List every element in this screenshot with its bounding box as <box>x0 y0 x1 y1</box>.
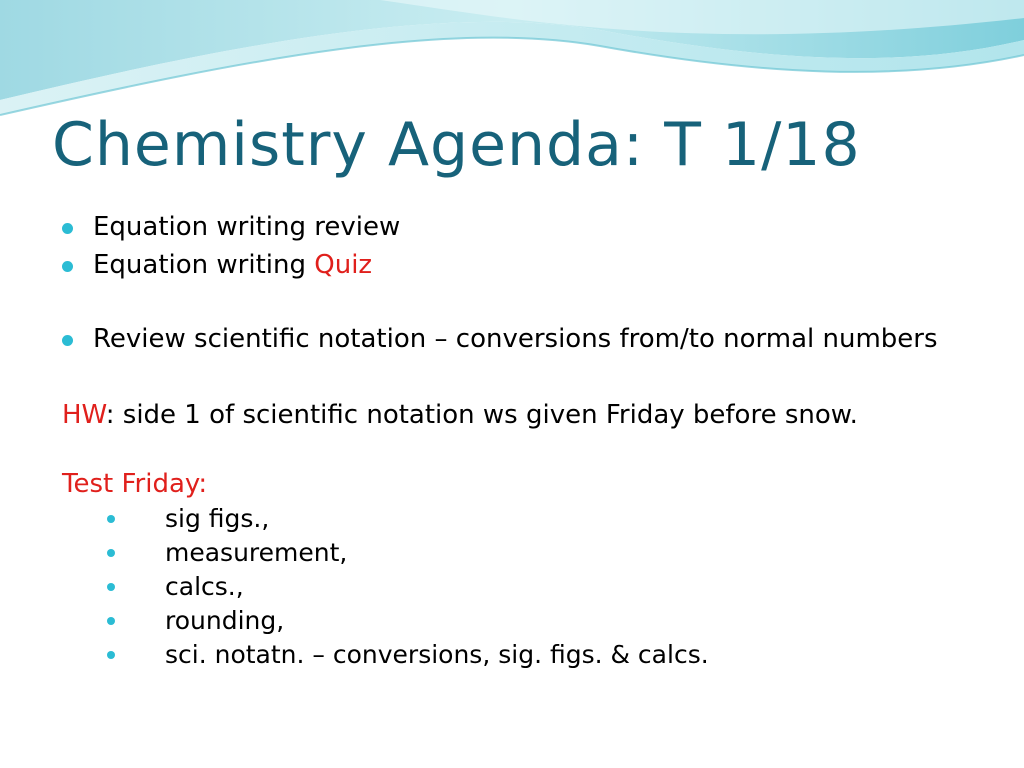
test-topic-text: sig figs., <box>165 504 270 533</box>
bullet-text: Equation writing review <box>93 212 401 242</box>
bullet-dot-icon <box>62 335 73 346</box>
test-topic-item <box>62 638 962 672</box>
bullet-text: Review scientific notation – conversions from/to normal numbers <box>93 324 938 354</box>
sub-bullet-dot-icon <box>107 515 115 523</box>
test-topic-item <box>62 536 962 570</box>
bullet-dot-icon <box>62 261 73 272</box>
bullet-item <box>62 212 962 243</box>
homework-label: HW <box>62 400 106 430</box>
bullet-highlight: Quiz <box>314 250 373 280</box>
sub-bullet-dot-icon <box>107 549 115 557</box>
test-heading: Test Friday: <box>62 469 208 499</box>
slide-title: Chemistry Agenda: T 1/18 <box>52 110 861 180</box>
test-topic-item <box>62 604 962 638</box>
sub-bullet-dot-icon <box>107 583 115 591</box>
test-topic-text: sci. notatn. – conversions, sig. figs. & calcs. <box>165 640 709 669</box>
test-topics-list <box>62 502 962 672</box>
homework-line <box>62 400 962 431</box>
slide-body <box>62 212 962 672</box>
bullet-text: Equation writing <box>93 250 315 280</box>
test-topic-item <box>62 570 962 604</box>
bullet-dot-icon <box>62 223 73 234</box>
homework-text: : side 1 of scientific notation ws given Friday before snow. <box>105 400 858 430</box>
sub-bullet-dot-icon <box>107 651 115 659</box>
test-topic-item <box>62 502 962 536</box>
test-topic-text: rounding, <box>165 606 285 635</box>
bullet-item <box>62 250 962 281</box>
bullet-item <box>62 324 962 355</box>
sub-bullet-dot-icon <box>107 617 115 625</box>
test-topic-text: calcs., <box>165 572 244 601</box>
test-topic-text: measurement, <box>165 538 348 567</box>
